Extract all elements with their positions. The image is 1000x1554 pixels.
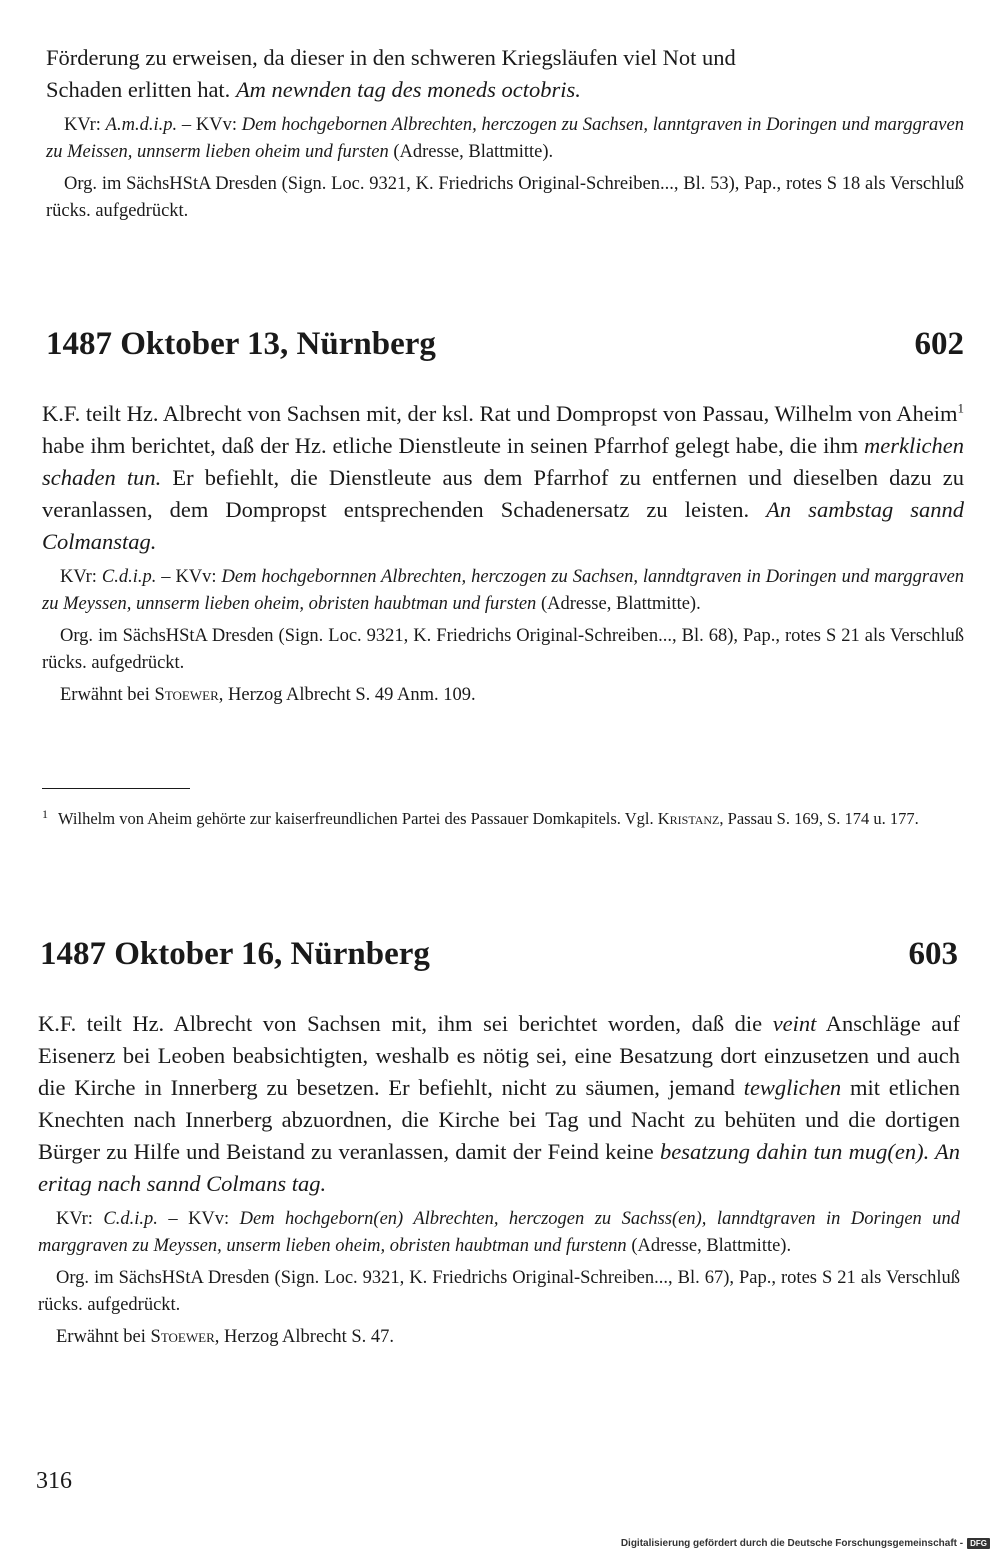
footnote-separator <box>42 788 190 789</box>
mention-suffix: , Herzog Albrecht S. 49 Anm. 109. <box>218 685 476 705</box>
date-quote: Am newnden tag des moneds octobris. <box>235 77 581 102</box>
kvv-text: Dem hochgebornnen Albrechten, herczogen zu Sachsen, lanndtgraven in Doringen und marggraven zu Meyssen, unnserm lieben oheim, obristen haubtman und fursten <box>42 567 965 614</box>
footnote-reference[interactable]: 1 <box>957 400 964 416</box>
regest-segment: mit etlichen Knechten nach Innerberg abzuordnen, die Kirche bei Tag und Nacht zu behüten und die dortigen Bürger zu Hilfe und Beistand zu veranlassen, damit der Feind keine <box>38 1075 961 1164</box>
regest-text <box>38 1008 960 1200</box>
quote-segment: merklichen schaden tun. <box>42 433 964 490</box>
quote-segment: tewglichen <box>743 1075 842 1100</box>
author-name: Kristanz <box>657 809 720 828</box>
date-quote: An sambstag sannd Colmanstag. <box>42 497 965 554</box>
regest-segment: K.F. teilt Hz. Albrecht von Sachsen mit, ihm sei berichtet worden, daß die <box>38 1011 763 1036</box>
credit-text: Digitalisierung gefördert durch die Deutsche Forschungsgemeinschaft - <box>620 1538 964 1549</box>
regest-segment: Er befiehlt, die Dienstleute aus dem Pfarrhof zu entfernen und dieselben dazu zu veranlassen, dem Dompropst entsprechenden Schadenersatz zu leisten. <box>42 465 965 522</box>
kvv-text: Dem hochgebornen Albrechten, herczogen zu Sachsen, lanntgraven in Doringen und marggraven zu Meissen, unnserm lieben oheim und fursten <box>46 115 964 162</box>
kvr-text: C.d.i.p. <box>103 1209 158 1229</box>
mention-prefix: Erwähnt bei <box>60 685 150 705</box>
regest-segment: K.F. teilt Hz. Albrecht von Sachsen mit, der ksl. Rat und Dompropst von Passau, Wilhelm von Aheim <box>42 401 958 426</box>
regest-line: Schaden erlitten hat. <box>46 77 231 102</box>
dfg-logo-icon: DFG <box>967 1538 990 1549</box>
kanzleivermerk <box>42 564 964 617</box>
mention-suffix: , Herzog Albrecht S. 47. <box>214 1327 395 1347</box>
document-number: 603 <box>908 936 958 972</box>
address-note: (Adresse, Blattmitte). <box>631 1235 792 1256</box>
kvr-text: C.d.i.p. <box>101 567 157 587</box>
kvv-label: – KVv: <box>161 567 217 587</box>
footnote-mark: 1 <box>42 806 48 821</box>
archival-note: Org. im SächsHStA Dresden (Sign. Loc. 9321, K. Friedrichs Original-Schreiben..., Bl. 68), Pap., rotes S 21 als Verschluß rücks. aufgedrückt. <box>42 626 964 673</box>
kvr-label: KVr: <box>60 567 97 587</box>
literature-mention <box>38 1324 960 1351</box>
document-heading-603 <box>40 934 958 974</box>
kvr-label: KVr: <box>56 1209 93 1229</box>
kvv-label: – KVv: <box>181 115 237 135</box>
document-heading-602 <box>46 324 964 364</box>
document-date-place: 1487 Oktober 13, Nürnberg <box>46 326 436 362</box>
author-name: Stoewer <box>154 685 219 705</box>
author-name: Stoewer <box>150 1327 215 1347</box>
regest-text <box>42 398 964 558</box>
kvr-text: A.m.d.i.p. <box>105 115 178 135</box>
address-note: (Adresse, Blattmitte). <box>540 593 701 614</box>
document-602-body <box>42 398 964 709</box>
kanzleivermerk <box>46 112 964 165</box>
previous-document-continuation <box>46 42 964 224</box>
kvr-label: KVr: <box>64 115 101 135</box>
kanzleivermerk <box>38 1206 960 1259</box>
footnote-segment: , Passau S. 169, S. 174 u. 177. <box>719 809 919 828</box>
document-date-place: 1487 Oktober 16, Nürnberg <box>40 936 430 972</box>
literature-mention <box>42 682 964 709</box>
regest-segment: Anschläge auf Eisenerz bei Leoben beabsichtigten, weshalb es nötig sei, eine Besatzung dort einzusetzen und auch die Kirche in Innerberg zu besetzen. Er befiehlt, nicht zu säumen, jemand <box>38 1011 961 1100</box>
address-note: (Adresse, Blattmitte). <box>393 141 554 162</box>
page-number: 316 <box>36 1468 72 1494</box>
kvv-text: Dem hochgeborn(en) Albrechten, herczogen zu Sachss(en), lanndtgraven in Doringen und marggraven zu Meyssen, unserm lieben oheim, obristen haubtman und furstenn <box>38 1209 960 1256</box>
regest-segment: habe ihm berichtet, daß der Hz. etliche Dienstleute in seinen Pfarrhof gelegt habe, die ihm <box>42 433 859 458</box>
mention-prefix: Erwähnt bei <box>56 1327 146 1347</box>
kvv-label: – KVv: <box>168 1209 230 1229</box>
digitization-credit <box>621 1538 990 1549</box>
document-603-body <box>38 1008 960 1351</box>
regest-line: Förderung zu erweisen, da dieser in den schweren Kriegsläufen viel Not und <box>46 45 736 70</box>
footnote <box>42 808 964 830</box>
regest-text-continuation <box>46 42 964 106</box>
quote-segment: veint <box>772 1011 817 1036</box>
document-number: 602 <box>914 326 964 362</box>
footnote-segment: Wilhelm von Aheim gehörte zur kaiserfreundlichen Partei des Passauer Domkapitels. Vgl. <box>58 809 654 828</box>
archival-note: Org. im SächsHStA Dresden (Sign. Loc. 9321, K. Friedrichs Original-Schreiben..., Bl. 67), Pap., rotes S 21 als Verschluß rücks. aufgedrückt. <box>38 1268 960 1315</box>
date-quote: besatzung dahin tun mug(en). An eritag nach sannd Colmans tag. <box>38 1139 961 1196</box>
footnote-text <box>42 808 964 830</box>
archival-note: Org. im SächsHStA Dresden (Sign. Loc. 9321, K. Friedrichs Original-Schreiben..., Bl. 53), Pap., rotes S 18 als Verschluß rücks. aufgedrückt. <box>46 174 964 221</box>
